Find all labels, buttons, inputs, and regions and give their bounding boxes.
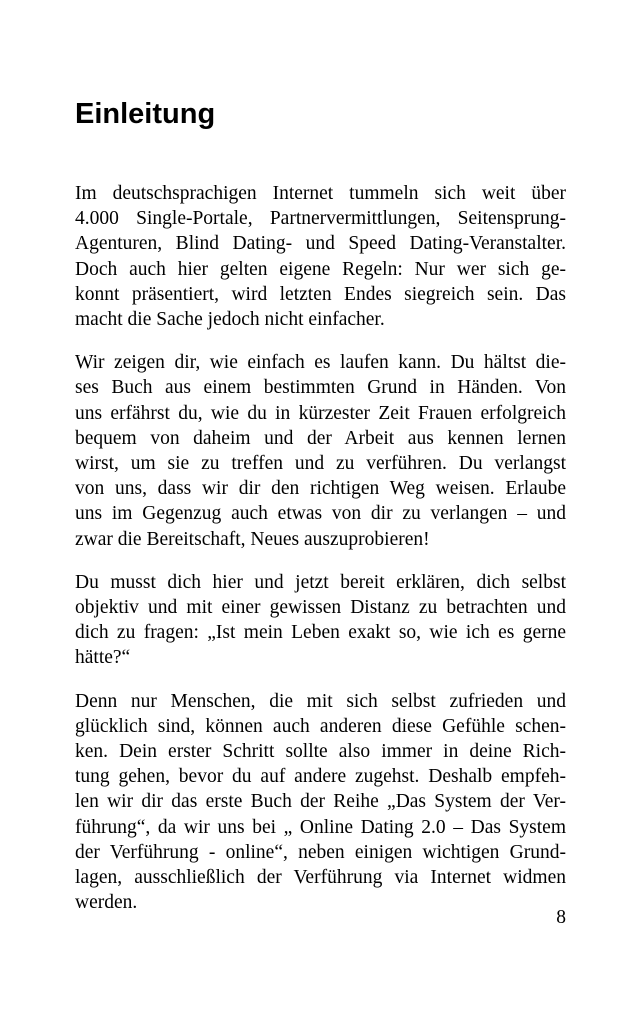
body-text [75,181,566,933]
text-line: glücklich sind, können auch anderen diese Gefühle schen- [75,715,566,737]
text-line: len wir dir das erste Buch der Reihe „Das System der Ver- [75,791,566,813]
text-line: wirst, um sie zu treffen und zu verführen. Du verlangst [75,453,566,475]
text-line: Doch auch hier gelten eigene Regeln: Nur wer sich ge- [75,258,566,280]
text-line: lagen, ausschließlich der Verführung via Internet widmen [75,867,566,889]
text-line: werden. [75,892,138,914]
page-number: 8 [556,907,566,928]
text-line: ken. Dein erster Schritt sollte also immer in deine Rich- [75,741,566,763]
text-line: zwar die Bereitschaft, Neues auszuprobieren! [75,528,430,550]
text-line: 4.000 Single-Portale, Partnervermittlungen, Seitensprung- [75,208,566,230]
text-line: Im deutschsprachigen Internet tummeln sich weit über [75,183,566,204]
text-line: Wir zeigen dir, wie einfach es laufen kann. Du hältst die- [75,352,566,374]
text-line: dich zu fragen: „Ist mein Leben exakt so, wie ich es gerne [75,622,566,644]
text-line: bequem von daheim und der Arbeit aus kennen lernen [75,427,566,449]
text-line: der Verführung - online“, neben einigen wichtigen Grund- [75,841,566,863]
text-line: uns im Gegenzug auch etwas von dir zu verlangen – und [75,503,566,525]
text-line: ses Buch aus einem bestimmten Grund in Händen. Von [75,377,566,399]
paragraph-1 [75,181,566,332]
text-line: Agenturen, Blind Dating- und Speed Dating-Veranstalter. [75,233,566,255]
paragraph-4 [75,689,566,916]
text-line: tung gehen, bevor du auf andere zugehst. Deshalb empfeh- [75,766,566,788]
paragraph-2 [75,350,566,552]
text-line: hätte?“ [75,647,131,669]
text-line: objektiv und mit einer gewissen Distanz zu betrachten und [75,597,566,619]
text-line: Du musst dich hier und jetzt bereit erklären, dich selbst [75,571,566,593]
text-line: macht die Sache jedoch nicht einfacher. [75,309,385,331]
text-line: führung“, da wir uns bei „ Online Dating 2.0 – Das System [75,816,566,838]
text-line: uns erfährst du, wie du in kürzester Zeit Frauen erfolgreich [75,402,566,424]
paragraph-3 [75,570,566,671]
text-line: konnt präsentiert, wird letzten Endes siegreich sein. Das [75,283,566,305]
chapter-heading: Einleitung [75,98,216,130]
text-line: Denn nur Menschen, die mit sich selbst zufrieden und [75,690,566,712]
text-line: von uns, dass wir dir den richtigen Weg weisen. Erlaube [75,478,566,500]
